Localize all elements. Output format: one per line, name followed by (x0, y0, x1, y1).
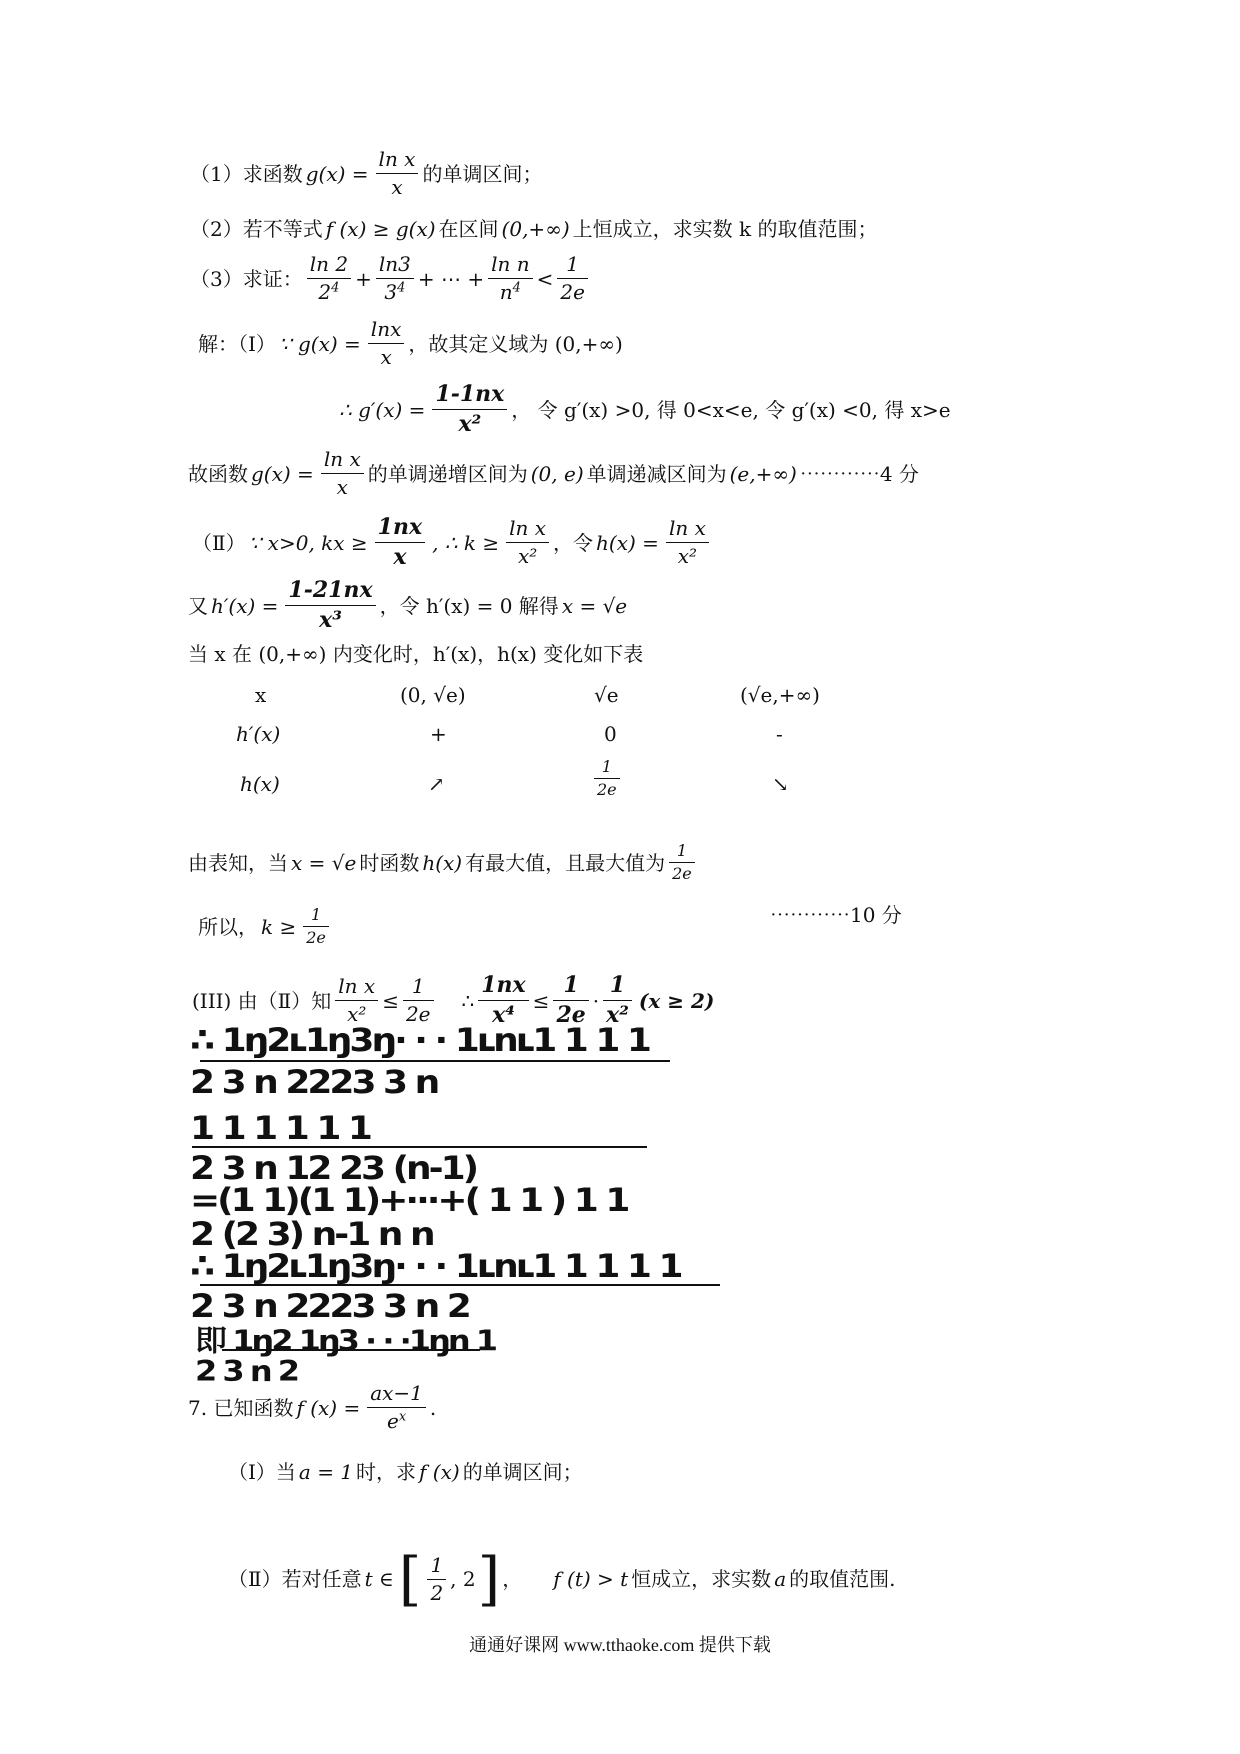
sol2-expr: ∵ x>0, kx ≥ (248, 530, 368, 555)
q2-interval: (0,+∞) (501, 217, 570, 241)
table-row2-c3: ↘ (772, 772, 789, 796)
sol2b-frac (285, 578, 375, 634)
sol3-f2-den: 2e (405, 1002, 431, 1027)
q2-mid: 在区间 (438, 217, 499, 241)
sol1c-pre: 故函数 (188, 461, 248, 486)
q3-f3-den (497, 281, 524, 304)
question-7b: （Ⅱ）若对任意 t ∈ [ $\frac{1}{2}$ , 2 ] ， f (t) > t 恒成立，求实数 a 的取值范围. (228, 1545, 896, 1613)
left-bracket-icon: [ (398, 1545, 422, 1613)
q7-num: ax−1 (370, 1381, 423, 1405)
sol2e-expr: k ≥ (261, 914, 297, 939)
sol3-le: ≤ (382, 988, 399, 1013)
q3-f1-num: ln 2 (309, 252, 349, 276)
sol2d-den: 2e (672, 864, 692, 884)
sol2b-pre: 又 (188, 593, 208, 618)
garbled-equation-3-bottom: 2 (2 3) n-1 n n (190, 1216, 433, 1253)
sol1b-frac (432, 382, 507, 438)
q7b-label: （Ⅱ）若对任意 (228, 1567, 362, 1591)
q7b-interval-end: , 2 (450, 1567, 476, 1591)
sol3-label: (III) 由（Ⅱ）知 (192, 988, 332, 1013)
garbled-rule-5 (222, 1349, 480, 1351)
sol2-f2-den: x² (517, 544, 538, 569)
sol2-frac-1 (375, 515, 425, 571)
q7b-expr: t ∈ (364, 1567, 394, 1591)
q3-f3-exp: 4 (512, 280, 521, 296)
sol3-f5-den: x² (606, 1002, 629, 1029)
garbled-rule-4 (200, 1284, 720, 1286)
q3-f2-den (381, 281, 408, 304)
question-7a (228, 1462, 583, 1482)
q7-den (384, 1410, 409, 1433)
q3-f1-den (315, 281, 342, 304)
sol2e-score: ⋯⋯⋯⋯10 分 (770, 903, 902, 927)
q1-den: x (391, 175, 403, 199)
sol2e-num: 1 (310, 905, 322, 924)
q3-frac-1 (307, 253, 351, 304)
garbled-equation-2-top: 1 1 1 1 1 1 (190, 1110, 370, 1147)
footer-credit: 通通好课网 www.tthaoke.com 提供下载 (469, 1635, 771, 1655)
solution-3 (192, 973, 717, 1029)
solution-1b (336, 382, 951, 438)
sol1c-mid: 的单调递增区间为 (367, 461, 528, 486)
table-row2-c2-num: 1 (601, 757, 612, 776)
sol2d-tail: 有最大值，且最大值为 (465, 850, 666, 875)
table-row2-c2-den: 2e (597, 780, 617, 800)
q7b-num: 1 (430, 1552, 444, 1577)
question-1 (190, 148, 542, 199)
solution-2 (192, 515, 713, 571)
sol3-f4-den: 2e (556, 1002, 586, 1029)
sol2-mid: , ∴ k ≥ (432, 530, 500, 555)
sol3-frac-4 (553, 973, 588, 1029)
q7b-a: a (774, 1567, 787, 1591)
sol2-mid2: ，令 (553, 530, 594, 555)
sol2b-den: x³ (319, 607, 342, 634)
sol3-dot: · (592, 988, 600, 1013)
table-row1-c2: 0 (604, 722, 617, 746)
sol3-f3-num: 1nx (481, 972, 526, 998)
q7a-label: （Ⅰ）当 (228, 1460, 296, 1484)
q3-lt: < (536, 266, 554, 291)
q7b-tail2: 的取值范围. (789, 1567, 896, 1591)
right-bracket-icon: ] (477, 1545, 501, 1613)
solution-2e (198, 906, 333, 948)
garbled-equation-2-bottom: 2 3 n 12 23 (n-1) (190, 1150, 477, 1187)
table-header-point: √e (594, 683, 619, 707)
sol3-f1-den: x² (347, 1002, 367, 1027)
q7-den-sup: x (398, 1409, 407, 1425)
q7a-cond: a = 1 (298, 1460, 354, 1484)
sol2e-den: 2e (306, 928, 326, 948)
q7b-frac (427, 1554, 446, 1605)
sol3-frac-5 (603, 973, 632, 1029)
sol1c-expr: g(x) = (251, 461, 314, 486)
q3-f3-num: ln n (491, 252, 530, 276)
sol2e-frac (303, 906, 329, 948)
table-row2-c1: ↗ (428, 772, 445, 796)
q7-end: . (429, 1395, 437, 1420)
q3-frac-2 (376, 253, 414, 304)
solution-2d (188, 842, 699, 884)
table-header-interval-1: (0, √e) (400, 683, 466, 707)
q3-rhs-num: 1 (566, 252, 580, 276)
solution-2b (188, 578, 630, 634)
q7-den-base: e (386, 1409, 399, 1433)
garbled-equation-5-top: 即 1ŋ2 1ŋ3 · · ·1ŋn 1 (195, 1323, 496, 1358)
sol2d-num: 1 (676, 841, 688, 860)
garbled-equation-1-bottom: 2 3 n 2223 3 n (190, 1064, 438, 1101)
q1-num: ln x (378, 147, 416, 171)
sol3-f4-num: 1 (563, 972, 579, 998)
question-3: （3）求证： $\frac{\ln 2}{2^4}$ + $\frac{\ln 3}{3^4}$ + ⋯ + $\frac{\text{ln n}}{n^4}$ < $\frac{1}{2e}$ (190, 253, 592, 304)
sol1-tail: ，故其定义域为 (0,+∞) (408, 331, 623, 356)
sol3-mid: ∴ (461, 988, 475, 1013)
sol1-expr: ∵ g(x) = (278, 331, 361, 356)
q3-rhs-den: 2e (560, 280, 585, 304)
sol1c-frac (321, 448, 364, 499)
sol3-f3-den: x⁴ (492, 1002, 515, 1029)
q7-expr: f (x) = (296, 1395, 361, 1420)
sol2d-mid: 时函数 (359, 850, 420, 875)
sol3-frac-3 (478, 973, 528, 1029)
table-header-interval-2: (√e,+∞) (740, 683, 820, 707)
sol2-label: （Ⅱ） (192, 530, 246, 555)
sol2b-sol: x = √e (561, 593, 628, 618)
q3-f1-exp: 4 (331, 280, 340, 296)
sol1c-inc: (0, e) (530, 461, 584, 486)
q3-f2-den-base: 3 (384, 280, 398, 304)
q7b-den: 2 (430, 1580, 444, 1605)
q1-fraction (376, 148, 419, 199)
sol2-f1-num: 1nx (377, 514, 423, 540)
q3-f2-num: ln3 (378, 252, 411, 276)
q7b-cond: f (t) > t (553, 1567, 629, 1591)
sol2-f1-den: x (393, 544, 407, 571)
garbled-equation-3-top: =(1 1)(1 1)+···+( 1 1 ) 1 1 (190, 1182, 628, 1219)
q1-func: g(x) = (305, 161, 369, 186)
question-2 (190, 219, 878, 239)
q3-frac-rhs (557, 253, 588, 304)
sol2d-text: 由表知，当 (188, 850, 288, 875)
sol2c-text: 当 x 在 (0,+∞) 内变化时，h′(x)，h(x) 变化如下表 (188, 642, 644, 666)
sol1-den: x (380, 345, 392, 369)
sol2-h: h(x) = (596, 530, 659, 555)
sol3-f5-num: 1 (609, 972, 626, 998)
table-row2-c2 (594, 758, 620, 800)
q7b-tail: 恒成立，求实数 (631, 1567, 772, 1591)
sol3-frac-1 (335, 975, 378, 1026)
sol2e-text: 所以， (198, 914, 258, 939)
garbled-equation-4-top: ∴ 1ŋ2ʟ1ŋ3ŋ· · · 1ʟnʟ1 1 1 1 1 (190, 1248, 681, 1285)
solution-2e-score (770, 905, 902, 925)
table-row2-label: h(x) (240, 772, 280, 796)
sol2-f2-num: ln x (509, 516, 547, 541)
sol3-cond: (x ≥ 2) (638, 988, 715, 1013)
q3-label: （3）求证： (190, 266, 303, 291)
sol2-frac-2 (506, 517, 549, 568)
garbled-rule-1 (200, 1060, 670, 1062)
sol1c-dec: (e,+∞) (729, 461, 797, 486)
q3-f2-exp: 4 (397, 280, 406, 296)
sol1b-num: 1-1nx (435, 381, 505, 407)
q7a-mid: 时，求 (356, 1460, 417, 1484)
sol2b-tail: ，令 h′(x) = 0 解得 (379, 593, 559, 618)
solution-2c (188, 644, 643, 664)
q3-f3-den-base: n (499, 280, 513, 304)
sol1b-cond: ， 令 g′(x) >0, 得 0<x<e, 令 g′(x) <0, 得 x>e (511, 397, 951, 422)
sol1-label: 解：（Ⅰ） (198, 331, 276, 356)
sol1b-expr: ∴ g′(x) = (339, 397, 426, 422)
sol1c-mid2: 单调递减区间为 (586, 461, 727, 486)
q7a-expr: f (x) (419, 1460, 460, 1484)
sol3-le2: ≤ (532, 988, 550, 1013)
q2-tail: 上恒成立，求实数 k 的取值范围； (572, 217, 878, 241)
table-row1-c1: + (430, 722, 447, 746)
q7a-tail: 的单调区间； (462, 1460, 583, 1484)
sol1c-score: ⋯⋯⋯⋯4 分 (799, 461, 919, 486)
sol2b-expr: h′(x) = (211, 593, 279, 618)
sol3-f1-num: ln x (338, 974, 376, 999)
sol1c-den: x (336, 475, 348, 499)
q7-label: 7. 已知函数 (188, 1395, 294, 1420)
q3-frac-3 (488, 253, 533, 304)
sol1-frac (368, 318, 405, 369)
table-row1-c3: - (776, 722, 783, 746)
sol1c-num: ln x (323, 447, 361, 471)
q2-expr: f (x) ≥ g(x) (325, 217, 436, 241)
sol2-f3-den: x² (677, 544, 698, 569)
sol2d-frac (669, 842, 695, 884)
q3-dots: + ⋯ + (417, 266, 485, 291)
question-7 (188, 1382, 436, 1433)
sol3-f2-num: 1 (411, 974, 425, 999)
sol2d-expr: x = √e (291, 850, 357, 875)
q1-label: （1）求函数 (190, 161, 303, 186)
sol2b-num: 1-21nx (288, 577, 373, 603)
sol1b-den: x² (458, 411, 482, 438)
table-row1-label: h′(x) (236, 722, 281, 746)
garbled-rule-2 (192, 1146, 647, 1148)
q2-text: （2）若不等式 (190, 217, 323, 241)
q7-frac (367, 1382, 426, 1433)
solution-1 (198, 318, 623, 369)
solution-1c (188, 448, 919, 499)
sol2-frac-3 (666, 517, 709, 568)
garbled-equation-5-bottom: 2 3 n 2 (195, 1353, 297, 1389)
sol2d-h: h(x) (422, 850, 463, 875)
table-header-x: x (255, 683, 267, 707)
sol3-frac-2 (403, 975, 434, 1026)
sol2-f3-num: ln x (668, 516, 706, 541)
q1-tail: 的单调区间； (422, 161, 543, 186)
garbled-equation-4-bottom: 2 3 n 2223 3 n 2 (190, 1288, 469, 1325)
q3-f1-den-base: 2 (318, 280, 332, 304)
garbled-equation-1-top: ∴ 1ŋ2ʟ1ŋ3ŋ· · · 1ʟnʟ1 1 1 1 (190, 1022, 649, 1059)
sol1-num: lnx (370, 317, 402, 341)
